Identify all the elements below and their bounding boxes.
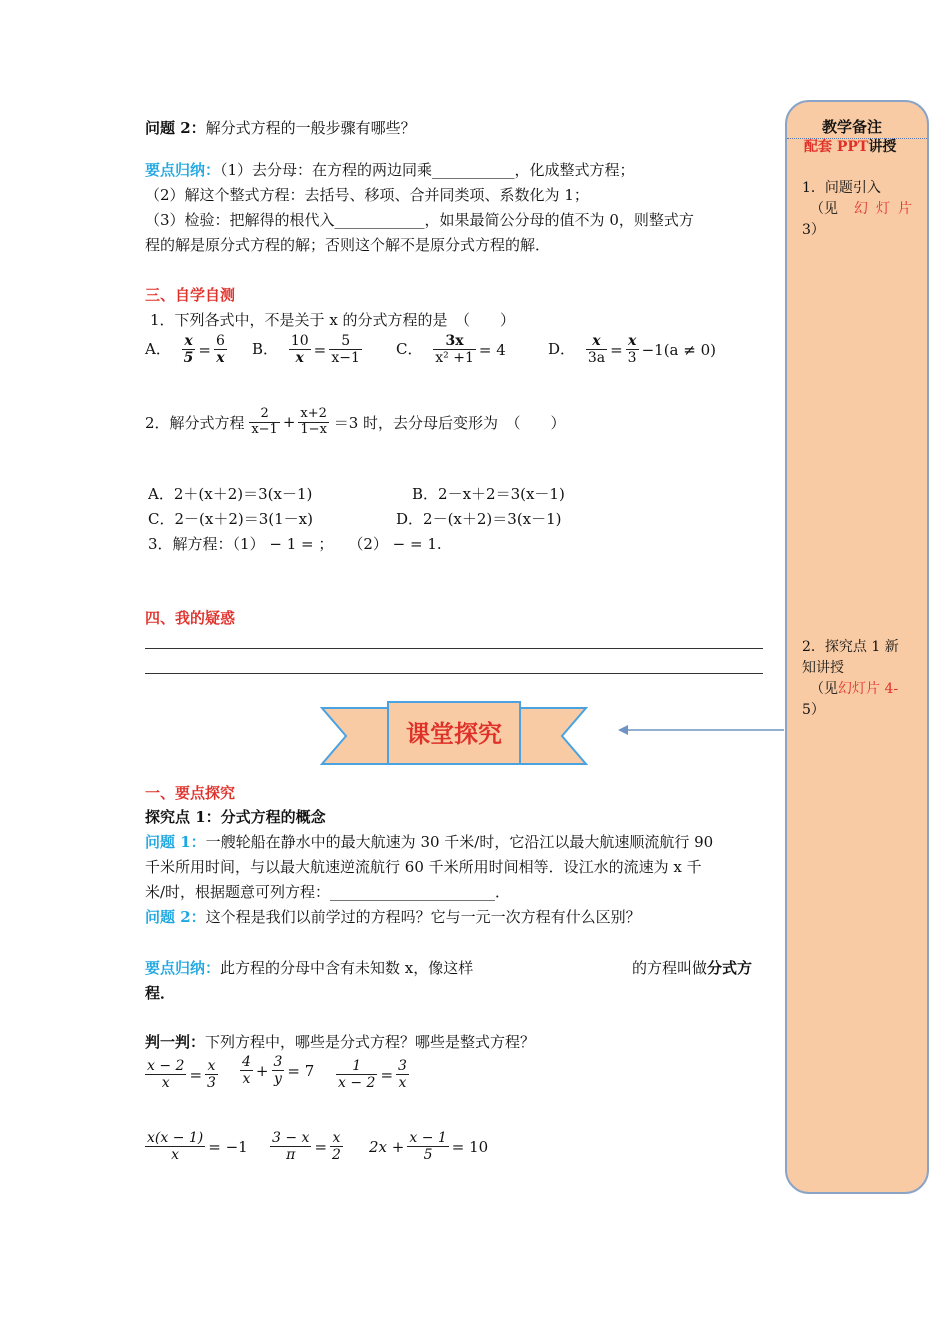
frac-num: 1 [336,1058,377,1075]
note-2-slides: 幻灯片 4- [838,681,899,697]
frac-num: x − 2 [147,1058,185,1074]
explore-point-1: 探究点 1：分式方程的概念 [145,808,326,826]
ribbon-right-tail [520,708,586,764]
q2-label: 问题 2： [145,908,206,926]
note-2-close: 5） [802,702,825,718]
frac-den: y [274,1071,282,1088]
q1-line2: 千米所用时间，与以最大航速逆流航行 60 千米所用时间相等．设江水的流速为 x 千 [145,858,702,876]
explore-heading: 一、要点探究 [145,784,236,802]
frac-den: x−1 [331,350,360,367]
frac-num: x [626,333,639,350]
frac-den: x−1 [251,421,278,437]
q1-option-d: D． $\frac{x}{3a}$ = $\frac{x}{3}$ −1(a ≠ 0) [548,333,719,366]
frac-num: x [205,1058,218,1075]
q1-line3: 米/时，根据题意可列方程：______________________． [145,883,511,901]
step-3-text-line1: （3）检验：把解得的根代入____________，如果最简公分母的值不为 0，则整式方 [145,211,694,229]
option-d-tail: −1(a ≠ 0) [641,340,716,359]
frac-num: 6 [215,333,225,349]
key-label: 要点归纳： [145,959,221,977]
note-2-line-2: 知讲授 [802,660,844,676]
preview-q2-label: 问题 2： [145,119,206,137]
judge-equation-1: $\frac{x - 2}{x}$ = $\frac{x}{3}$ [147,1058,216,1092]
q2-option-c: C．2－(x＋2)＝3(1－x) [148,510,313,528]
ribbon-left-tail [322,708,388,764]
step-3-text-line2: 程的解是原分式方程的解；否则这个解不是原分式方程的解． [145,236,551,254]
q1-label: 问题 1： [145,833,206,851]
q1-option-b: B． $\frac{10}{x}$ = $\frac{5}{x-1}$ [252,333,362,366]
frac-den: x [171,1147,180,1164]
frac-num: 2 [249,407,280,423]
banner-title: 课堂探究 [406,720,502,748]
sidebar-note-1 [802,178,920,241]
key-text-bold: 分式方 [707,959,753,977]
frac-num: 3 − x [272,1130,310,1146]
frac-den: x − 2 [338,1075,376,1092]
q2-option-a: A．2＋(x＋2)＝3(x－1) [148,485,313,503]
note-1-close: 3） [802,222,825,238]
doubts-heading: 四、我的疑惑 [145,609,236,627]
frac-den: x [295,350,304,367]
preview-q2-text: 解分式方程的一般步骤有哪些？ [205,119,416,137]
frac-num: 10 [290,333,309,349]
frac-den: 3 [627,350,637,367]
frac-den: 2 [332,1147,341,1164]
option-c-rhs: = 4 [478,340,506,359]
doubt-answer-line [145,673,763,674]
frac-den: x [242,1071,251,1088]
frac-num: 3 [273,1054,283,1070]
frac-den: 5 [423,1147,433,1164]
option-d-label: D． [548,339,576,358]
frac-num: x+2 [300,406,327,421]
judge-label: 判一判： [145,1033,206,1051]
sidebar-subtitle-black: 讲授 [868,139,897,155]
selftest-heading: 三、自学自测 [145,286,236,304]
judge-equation-2: $\frac{4}{x}$ + $\frac{3}{y}$ = 7 [240,1054,317,1087]
key-line-2: 程． [145,984,176,1002]
frac-num: 3x [433,333,476,350]
option-b-label: B． [252,339,279,358]
q1-line1: 一艘轮船在静水中的最大航速为 30 千米/时，它沿江以最大航速顺流航行 90 [205,833,714,851]
judge-equation-3: $\frac{1}{x - 2}$ = $\frac{3}{x}$ [338,1058,407,1092]
note-1-open: （见 [810,201,838,217]
sidebar-note-2 [802,637,920,721]
frac-den: 3a [587,350,606,367]
q2-text: 这个程是我们以前学过的方程吗？它与一元一次方程有什么区别？ [205,908,641,926]
selftest-question-3: 3．解方程：（1） − 1 = ； （2） − = 1. [148,535,442,553]
key-text-1: 此方程的分母中含有未知数 x，像这样 [220,959,474,977]
key-text-2-plain: 的方程叫做 [632,959,708,977]
key-points-label: 要点归纳： [145,161,221,179]
frac-den: x [216,350,225,367]
frac-num: x [182,333,196,350]
frac-den: 3 [207,1075,216,1092]
q2-option-d: D．2－(x＋2)＝3(x－1) [396,510,562,528]
frac-num: 3 [398,1058,407,1074]
q2-prefix: 2．解分式方程 [145,413,245,432]
judge-prompt [145,1031,535,1052]
judge-equation-4 [145,1130,251,1163]
preview-key-points [145,159,635,180]
note-1-line-1: 1．问题引入 [802,180,881,196]
equation-lhs: 2x + [369,1137,405,1156]
frac-num: x [330,1130,343,1147]
frac-num: 4 [242,1054,251,1070]
q1-option-c [396,333,509,366]
equation-rhs: = 7 [287,1061,315,1080]
selftest-question-2: 2．解分式方程 $\frac{2}{x-1}$ + $\frac{x+2}{1-x}$ ＝3 时，去分母后变形为 （ ） [145,406,566,437]
step-2-text: （2）解这个整式方程：去括号、移项、合并同类项、系数化为 1； [145,186,589,204]
frac-den: π [286,1147,296,1164]
q1-option-a: A． $\frac{x}{5}$ = $\frac{6}{x}$ [145,333,225,367]
option-c-label: C． [396,339,423,358]
frac-den: 5 [183,350,194,367]
frac-den: x [398,1075,407,1092]
sidebar-title: 教学备注 [822,118,883,136]
q2-suffix: ＝3 时，去分母后变形为 （ ） [333,413,566,432]
equation-rhs: = 10 [451,1137,489,1156]
doubt-answer-line [145,648,763,649]
frac-num: 5 [329,333,362,350]
explore-question-2 [145,906,641,927]
equation-rhs: = −1 [208,1137,248,1156]
judge-equation-5: $\frac{3 - x}{\pi}$ = $\frac{x}{2}$ [272,1130,341,1164]
sidebar-subtitle [804,136,896,156]
frac-den: 1−x [300,421,327,437]
explore-question-1 [145,831,713,852]
q2-option-b: B．2－x＋2＝3(x－1) [412,485,565,503]
option-a-label: A． [145,339,171,358]
arrow-left-icon [616,722,786,738]
frac-num: x − 1 [409,1130,447,1146]
note-2-line-1: 2．探究点 1 新 [802,639,899,655]
note-1-slides: 幻灯片 [854,201,920,217]
selftest-question-1: 1．下列各式中，不是关于 x 的分式方程的是 （ ） [150,311,516,329]
preview-question-2 [145,117,416,138]
explore-key-points [145,957,473,978]
frac-den: x² +1 [435,350,474,367]
note-2-open: （见 [810,681,838,697]
step-1-text: （1）去分母：在方程的两边同乘___________，化成整式方程； [220,161,635,179]
frac-num: x [586,333,607,350]
frac-den: x [161,1075,170,1092]
key-text-2 [632,957,752,978]
judge-equation-6 [366,1130,491,1163]
frac-num: x(x − 1) [147,1130,204,1146]
sidebar-subtitle-red: 配套 PPT [804,139,869,155]
judge-text: 下列方程中，哪些是分式方程？哪些是整式方程？ [205,1033,536,1051]
